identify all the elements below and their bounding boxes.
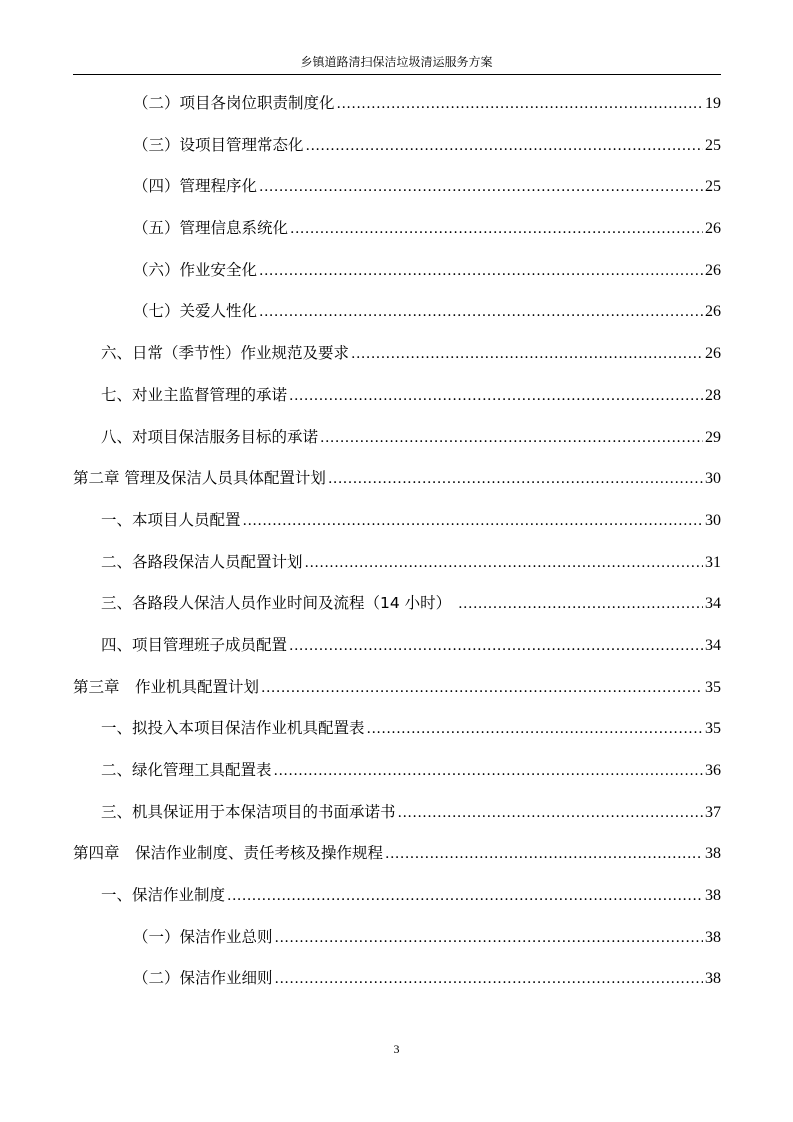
toc-entry-label: 二、各路段保洁人员配置计划 [101, 552, 303, 571]
toc-entry-page: 30 [705, 470, 721, 488]
toc-entry-label: （一）保洁作业总则 [133, 927, 273, 946]
dot-leader [290, 216, 703, 242]
running-header: 乡镇道路清扫保洁垃圾清运服务方案 [300, 55, 493, 69]
toc-entry[interactable] [73, 257, 721, 299]
toc-entry[interactable] [73, 215, 721, 257]
table-of-contents [73, 90, 721, 1007]
dot-leader [275, 966, 703, 992]
toc-entry-page: 37 [705, 803, 721, 821]
toc-entry[interactable] [73, 173, 721, 215]
toc-entry[interactable] [73, 132, 721, 174]
dot-leader [337, 91, 703, 117]
dot-leader [259, 258, 703, 284]
toc-entry-label: 一、保洁作业制度 [101, 886, 226, 905]
dot-leader [328, 466, 703, 492]
toc-entry-label: 七、对业主监督管理的承诺 [101, 385, 288, 404]
toc-entry-label: 一、本项目人员配置 [101, 510, 241, 529]
toc-entry-page: 35 [705, 720, 721, 738]
toc-entry-page: 35 [705, 678, 721, 696]
toc-entry-page: 38 [705, 928, 721, 946]
page-number: 3 [393, 1042, 400, 1056]
toc-entry-page: 38 [705, 887, 721, 905]
toc-entry-label: 第三章 作业机具配置计划 [73, 677, 260, 696]
dot-leader [261, 675, 703, 701]
toc-entry[interactable] [73, 757, 721, 799]
toc-entry-label: （四）管理程序化 [133, 177, 258, 196]
toc-entry[interactable] [73, 799, 721, 841]
toc-entry-label: （二）保洁作业细则 [133, 969, 273, 988]
toc-entry-label: （三）设项目管理常态化 [133, 135, 304, 154]
toc-entry[interactable] [73, 632, 721, 674]
dot-leader [289, 633, 703, 659]
toc-entry[interactable] [73, 340, 721, 382]
toc-entry-label: 八、对项目保洁服务目标的承诺 [101, 427, 319, 446]
toc-entry-page: 34 [705, 636, 721, 654]
toc-entry-label: 第二章 管理及保洁人员具体配置计划 [73, 469, 326, 488]
toc-entry[interactable] [73, 298, 721, 340]
toc-entry-label: 三、机具保证用于本保洁项目的书面承诺书 [101, 802, 396, 821]
toc-entry[interactable] [73, 90, 721, 132]
toc-entry-label: （七）关爱人性化 [133, 302, 258, 321]
toc-entry[interactable] [73, 590, 721, 632]
toc-entry-page: 25 [705, 178, 721, 196]
dot-leader [385, 841, 703, 867]
dot-leader [320, 425, 703, 451]
toc-entry-label: （五）管理信息系统化 [133, 219, 289, 238]
dot-leader [351, 341, 703, 367]
toc-entry-page: 34 [705, 595, 721, 613]
toc-entry-page: 36 [705, 762, 721, 779]
toc-entry-label: 第四章 保洁作业制度、责任考核及操作规程 [73, 844, 384, 863]
toc-entry[interactable] [73, 465, 721, 507]
dot-leader [259, 174, 703, 200]
toc-entry-label: 一、拟投入本项目保洁作业机具配置表 [101, 719, 365, 738]
dot-leader [289, 383, 703, 409]
header-rule [73, 74, 721, 75]
toc-entry-page: 25 [705, 136, 721, 154]
toc-entry-page: 26 [705, 261, 721, 279]
dot-leader [458, 591, 703, 617]
toc-entry-page: 19 [705, 95, 721, 112]
toc-entry-page: 30 [705, 511, 721, 529]
toc-entry[interactable] [73, 715, 721, 757]
toc-entry[interactable] [73, 674, 721, 716]
toc-entry-page: 31 [705, 553, 721, 571]
toc-entry[interactable] [73, 882, 721, 924]
toc-entry[interactable] [73, 507, 721, 549]
toc-entry-page: 38 [705, 970, 721, 988]
dot-leader [274, 758, 703, 784]
toc-entry[interactable] [73, 549, 721, 591]
toc-entry[interactable] [73, 965, 721, 1007]
dot-leader [367, 716, 703, 742]
toc-entry-page: 29 [705, 428, 721, 446]
toc-entry-page: 26 [705, 303, 721, 321]
dot-leader [305, 550, 703, 576]
toc-entry-label: （六）作业安全化 [133, 260, 258, 279]
toc-entry-page: 26 [705, 345, 721, 363]
dot-leader [306, 133, 703, 159]
toc-entry-label: 二、绿化管理工具配置表 [101, 761, 272, 779]
toc-entry-page: 38 [705, 845, 721, 863]
toc-entry-label: 四、项目管理班子成员配置 [101, 635, 288, 654]
toc-entry[interactable] [73, 424, 721, 466]
dot-leader [227, 883, 703, 909]
toc-entry[interactable] [73, 382, 721, 424]
toc-entry-label: 三、各路段人保洁人员作业时间及流程（14 小时） [101, 594, 457, 613]
dot-leader [243, 508, 703, 534]
dot-leader [275, 925, 703, 951]
dot-leader [398, 800, 703, 826]
toc-entry[interactable] [73, 924, 721, 966]
dot-leader [259, 299, 703, 325]
toc-entry-page: 28 [705, 386, 721, 404]
toc-entry-page: 26 [705, 220, 721, 238]
toc-entry-label: 六、日常（季节性）作业规范及要求 [101, 344, 350, 363]
toc-entry-label: （二）项目各岗位职责制度化 [133, 94, 335, 112]
toc-entry[interactable] [73, 840, 721, 882]
